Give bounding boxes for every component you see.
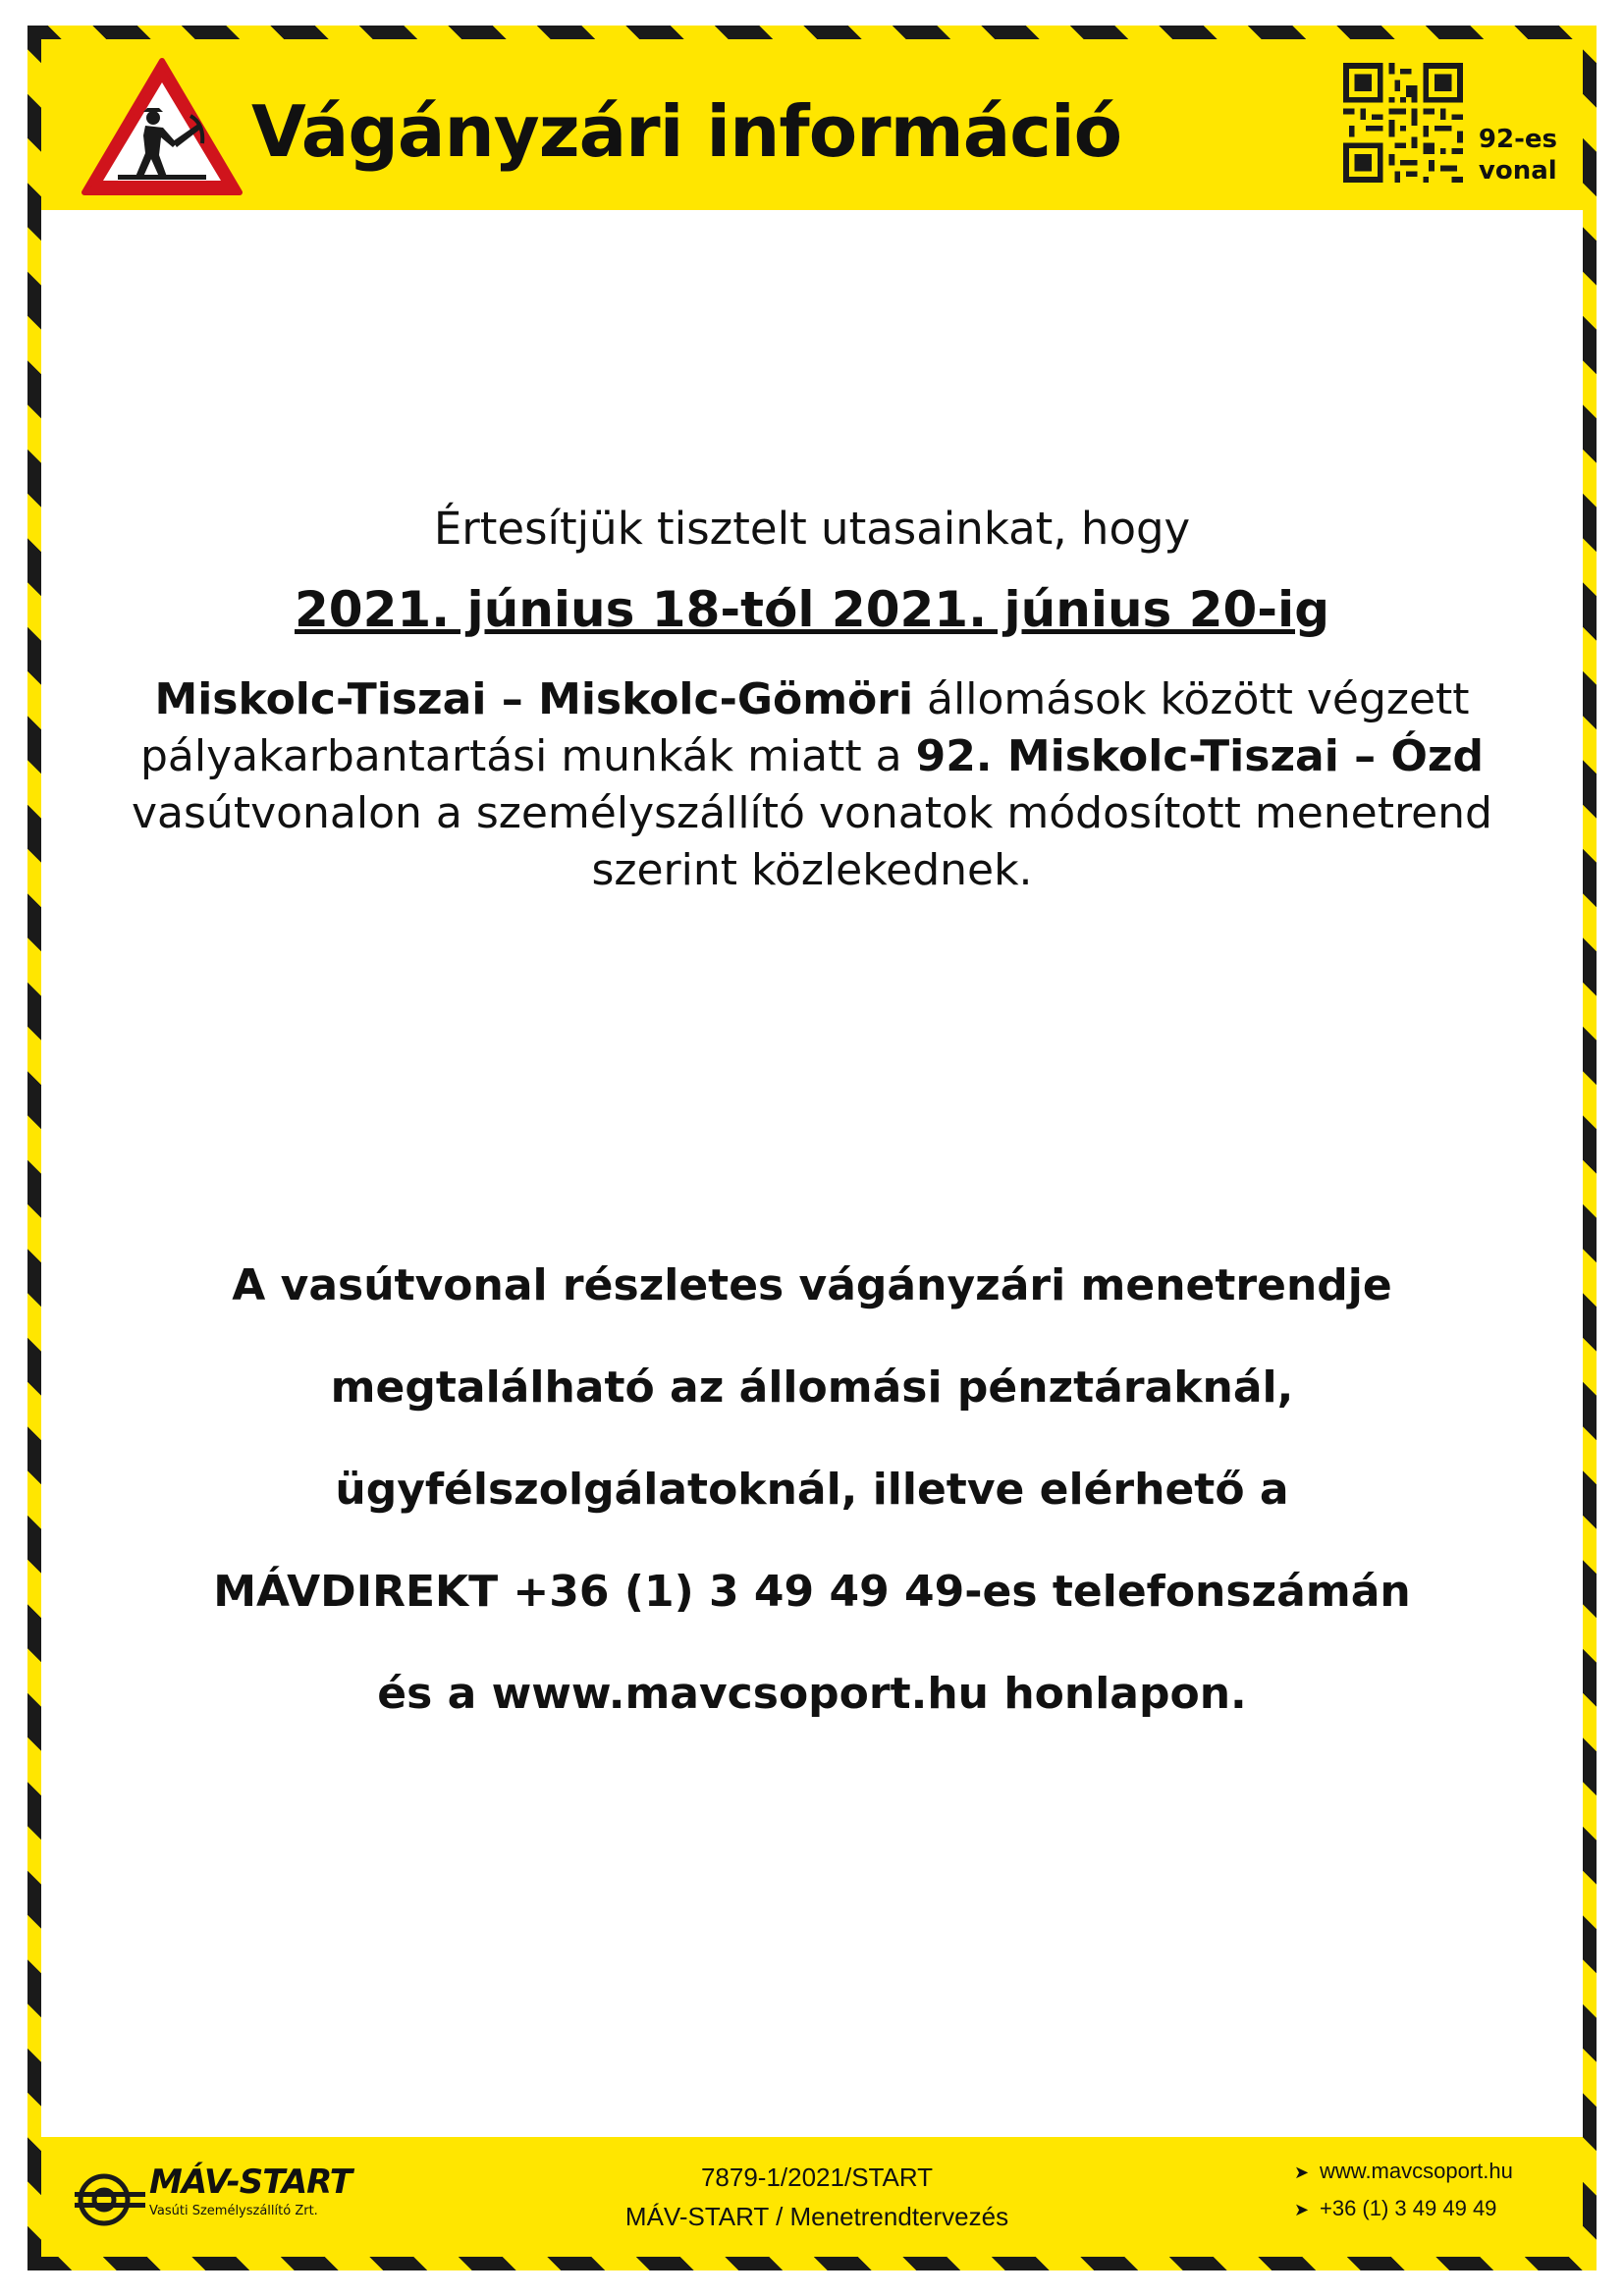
info-line-4: MÁVDIREKT +36 (1) 3 49 49 49-es telefonszámán xyxy=(213,1567,1411,1617)
closure-text-2: pályakarbantartási munkák miatt a xyxy=(140,731,916,781)
intro-text: Értesítjük tisztelt utasainkat, hogy xyxy=(433,503,1191,555)
mav-wheel-icon xyxy=(75,2170,153,2229)
phone-contact[interactable] xyxy=(1294,2196,1496,2221)
page-title: Vágányzári információ xyxy=(251,90,1122,173)
logo-subtitle: Vasúti Személyszállító Zrt. xyxy=(149,2204,318,2218)
closure-text-4: szerint közlekednek. xyxy=(591,845,1033,895)
header xyxy=(41,39,1583,210)
line-word: vonal xyxy=(1478,156,1557,186)
track-worker-warning-icon xyxy=(79,53,245,200)
department: MÁV-START / Menetrendtervezés xyxy=(624,2202,1009,2231)
station-names: Miskolc-Tiszai – Miskolc-Gömöri xyxy=(154,674,914,724)
closure-text-1: állomások között végzett xyxy=(913,674,1470,724)
poster-panel xyxy=(41,39,1583,2257)
chevron-right-icon: ➤ xyxy=(1294,2163,1310,2182)
info-line-1: A vasútvonal részletes vágányzári menetrendje xyxy=(232,1260,1392,1310)
chevron-right-icon: ➤ xyxy=(1294,2200,1310,2219)
qr-code-icon[interactable] xyxy=(1343,63,1463,183)
date-range: 2021. június 18-tól 2021. június 20-ig xyxy=(295,581,1329,638)
info-line-5: és a www.mavcsoport.hu honlapon. xyxy=(377,1669,1247,1719)
info-line-3: ügyfélszolgálatoknál, illetve elérhető a xyxy=(335,1465,1289,1515)
hazard-stripe-frame xyxy=(27,26,1597,2270)
footer xyxy=(41,2137,1583,2257)
logo-text: MÁV-START xyxy=(149,2163,352,2202)
reference-number: 7879-1/2021/START xyxy=(700,2163,934,2192)
notice-body xyxy=(41,210,1583,2137)
line-label xyxy=(1479,124,1557,187)
phone-number[interactable]: +36 (1) 3 49 49 49 xyxy=(1320,2196,1497,2220)
website-link[interactable]: www.mavcsoport.hu xyxy=(1320,2159,1513,2183)
closure-text-3: vasútvonalon a személyszállító vonatok módosított menetrend xyxy=(132,788,1492,838)
info-line-2: megtalálható az állomási pénztáraknál, xyxy=(330,1362,1294,1413)
closure-description xyxy=(81,671,1543,899)
website-contact[interactable] xyxy=(1294,2159,1513,2184)
timetable-info xyxy=(81,1235,1543,1745)
line-number: 92-es xyxy=(1478,125,1557,154)
railway-line: 92. Miskolc-Tiszai – Ózd xyxy=(915,731,1484,781)
